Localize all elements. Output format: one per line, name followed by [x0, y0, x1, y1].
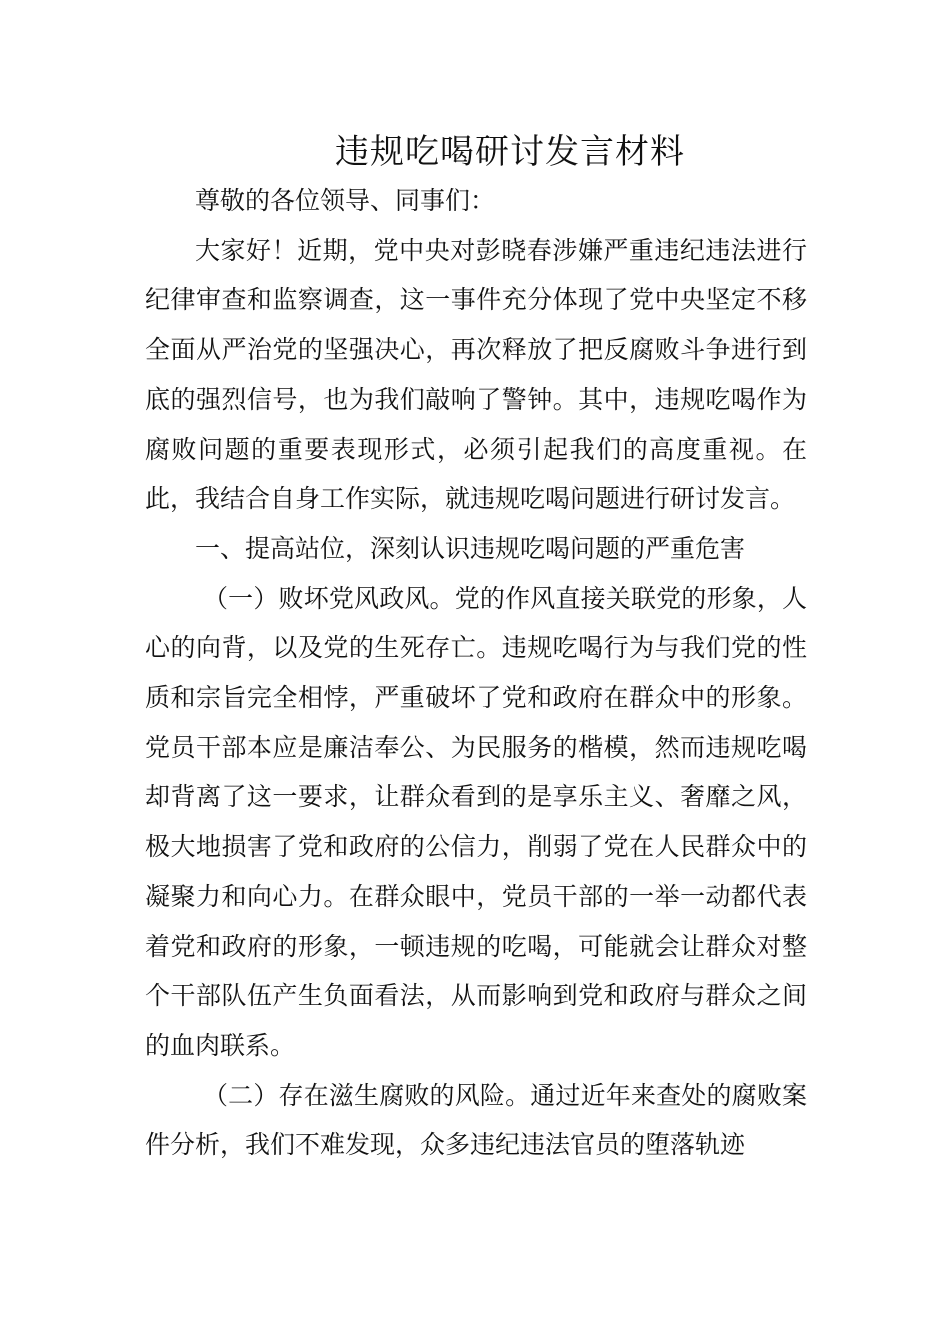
point-one-paragraph: （一）败坏党风政风。党的作风直接关联党的形象，人心的向背，以及党的生死存亡。违规吃喝行为与我们党的性质和宗旨完全相悖，严重破坏了党和政府在群众中的形象。党员干部本应是廉洁奉公、为民服务的楷模，然而违规吃喝却背离了这一要求，让群众看到的是享乐主义、奢靡之风，极大地损害了党和政府的公信力，削弱了党在人民群众中的凝聚力和向心力。在群众眼中，党员干部的一举一动都代表着党和政府的形象，一顿违规的吃喝，可能就会让群众对整个干部队伍产生负面看法，从而影响到党和政府与群众之间的血肉联系。: [145, 583, 807, 1060]
document-body: [145, 176, 807, 1170]
section-heading: 一、提高站位，深刻认识违规吃喝问题的严重危害: [195, 533, 746, 563]
salutation-paragraph: 尊敬的各位领导、同事们：: [195, 186, 496, 215]
intro-paragraph: 大家好！近期，党中央对彭晓春涉嫌严重违纪违法进行纪律审查和监察调查，这一事件充分体现了党中央坚定不移全面从严治党的坚强决心，再次释放了把反腐败斗争进行到底的强烈信号，也为我们敲响了警钟。其中，违规吃喝作为腐败问题的重要表现形式，必须引起我们的高度重视。在此，我结合自身工作实际，就违规吃喝问题进行研讨发言。: [145, 235, 807, 514]
point-two-paragraph: （二）存在滋生腐败的风险。通过近年来查处的腐败案件分析，我们不难发现，众多违纪违法官员的堕落轨迹: [145, 1080, 807, 1160]
document-title: 违规吃喝研讨发言材料: [335, 132, 685, 172]
